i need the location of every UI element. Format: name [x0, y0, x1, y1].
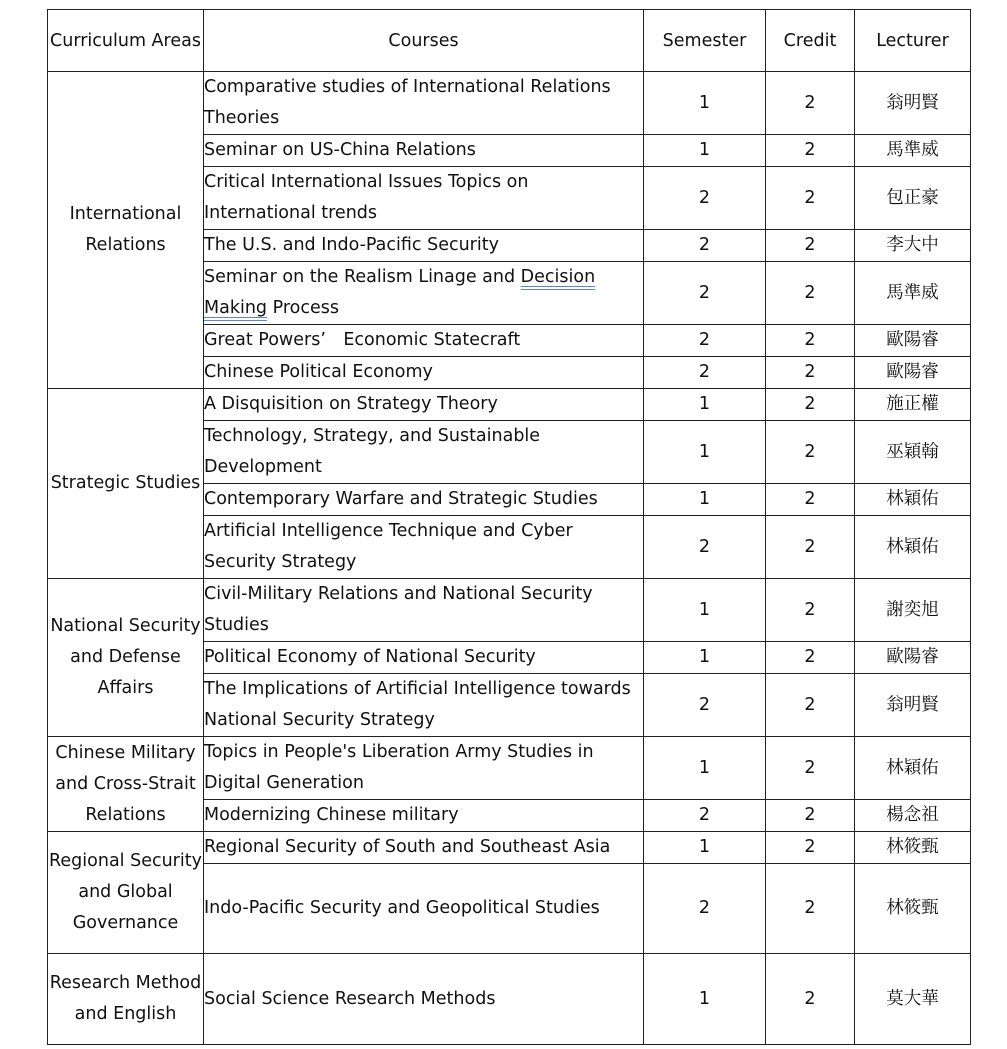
lecturer-name: 李大中	[855, 230, 971, 262]
area-cell: Chinese Military and Cross-Strait Relations	[48, 737, 204, 832]
lecturer-name: 施正權	[855, 389, 971, 421]
credit-value: 2	[766, 167, 855, 230]
lecturer-name: 歐陽睿	[855, 357, 971, 389]
course-title: Contemporary Warfare and Strategic Studies	[204, 484, 644, 516]
header-lecturer: Lecturer	[855, 10, 971, 72]
lecturer-name: 馬準威	[855, 262, 971, 325]
credit-value: 2	[766, 516, 855, 579]
table-body	[48, 72, 971, 1045]
course-title: Regional Security of South and Southeast Asia	[204, 832, 644, 864]
credit-value: 2	[766, 800, 855, 832]
credit-value: 2	[766, 737, 855, 800]
semester-value: 2	[644, 800, 766, 832]
lecturer-name: 翁明賢	[855, 674, 971, 737]
course-title	[204, 262, 644, 325]
semester-value: 1	[644, 954, 766, 1045]
table-row	[48, 737, 971, 800]
course-title: Indo-Pacific Security and Geopolitical Studies	[204, 864, 644, 954]
area-cell: Strategic Studies	[48, 389, 204, 579]
lecturer-name: 巫穎翰	[855, 421, 971, 484]
lecturer-name: 翁明賢	[855, 72, 971, 135]
course-title-part: Process	[267, 298, 339, 318]
header-credit: Credit	[766, 10, 855, 72]
credit-value: 2	[766, 579, 855, 642]
course-title: Civil-Military Relations and National Security Studies	[204, 579, 644, 642]
credit-value: 2	[766, 72, 855, 135]
table-row	[48, 389, 971, 421]
course-title: Topics in People's Liberation Army Studies in Digital Generation	[204, 737, 644, 800]
credit-value: 2	[766, 484, 855, 516]
header-semester: Semester	[644, 10, 766, 72]
semester-value: 2	[644, 864, 766, 954]
semester-value: 2	[644, 325, 766, 357]
credit-value: 2	[766, 389, 855, 421]
lecturer-name: 林穎佑	[855, 737, 971, 800]
course-title: Great Powers’ Economic Statecraft	[204, 325, 644, 357]
semester-value: 1	[644, 579, 766, 642]
credit-value: 2	[766, 954, 855, 1045]
course-title: The U.S. and Indo-Pacific Security	[204, 230, 644, 262]
lecturer-name: 包正豪	[855, 167, 971, 230]
table-header	[48, 10, 971, 72]
lecturer-name: 林穎佑	[855, 484, 971, 516]
semester-value: 1	[644, 135, 766, 167]
table-row	[48, 954, 971, 1045]
curriculum-table	[47, 9, 971, 1045]
lecturer-name: 莫大華	[855, 954, 971, 1045]
header-courses: Courses	[204, 10, 644, 72]
lecturer-name: 林筱甄	[855, 864, 971, 954]
semester-value: 2	[644, 674, 766, 737]
header-curriculum-areas: Curriculum Areas	[48, 10, 204, 72]
table-row	[48, 72, 971, 135]
semester-value: 1	[644, 737, 766, 800]
area-cell: Research Method and English	[48, 954, 204, 1045]
lecturer-name: 林穎佑	[855, 516, 971, 579]
header-row	[48, 10, 971, 72]
semester-value: 1	[644, 389, 766, 421]
lecturer-name: 馬準威	[855, 135, 971, 167]
course-title: Technology, Strategy, and Sustainable Development	[204, 421, 644, 484]
lecturer-name: 歐陽睿	[855, 325, 971, 357]
course-title-part: Seminar on the Realism Linage and	[204, 267, 521, 287]
course-title: Social Science Research Methods	[204, 954, 644, 1045]
area-cell: Regional Security and Global Governance	[48, 832, 204, 954]
course-title: Comparative studies of International Relations Theories	[204, 72, 644, 135]
semester-value: 2	[644, 262, 766, 325]
credit-value: 2	[766, 864, 855, 954]
course-title: Chinese Political Economy	[204, 357, 644, 389]
course-title: Seminar on US-China Relations	[204, 135, 644, 167]
credit-value: 2	[766, 674, 855, 737]
area-cell: National Security and Defense Affairs	[48, 579, 204, 737]
semester-value: 2	[644, 167, 766, 230]
table-row	[48, 579, 971, 642]
lecturer-name: 謝奕旭	[855, 579, 971, 642]
spellcheck-underlined-text: Decision Making	[204, 267, 596, 318]
course-title: Political Economy of National Security	[204, 642, 644, 674]
course-title: Artificial Intelligence Technique and Cyber Security Strategy	[204, 516, 644, 579]
course-title: A Disquisition on Strategy Theory	[204, 389, 644, 421]
semester-value: 1	[644, 642, 766, 674]
credit-value: 2	[766, 325, 855, 357]
credit-value: 2	[766, 642, 855, 674]
lecturer-name: 林筱甄	[855, 832, 971, 864]
area-cell: International Relations	[48, 72, 204, 389]
lecturer-name: 歐陽睿	[855, 642, 971, 674]
course-title: Modernizing Chinese military	[204, 800, 644, 832]
lecturer-name: 楊念祖	[855, 800, 971, 832]
semester-value: 2	[644, 516, 766, 579]
course-title: Critical International Issues Topics on International trends	[204, 167, 644, 230]
credit-value: 2	[766, 262, 855, 325]
semester-value: 1	[644, 421, 766, 484]
course-title: The Implications of Artificial Intelligence towards National Security Strategy	[204, 674, 644, 737]
semester-value: 1	[644, 72, 766, 135]
credit-value: 2	[766, 357, 855, 389]
table-row	[48, 832, 971, 864]
credit-value: 2	[766, 135, 855, 167]
semester-value: 2	[644, 357, 766, 389]
semester-value: 2	[644, 230, 766, 262]
semester-value: 1	[644, 484, 766, 516]
credit-value: 2	[766, 421, 855, 484]
semester-value: 1	[644, 832, 766, 864]
credit-value: 2	[766, 832, 855, 864]
credit-value: 2	[766, 230, 855, 262]
